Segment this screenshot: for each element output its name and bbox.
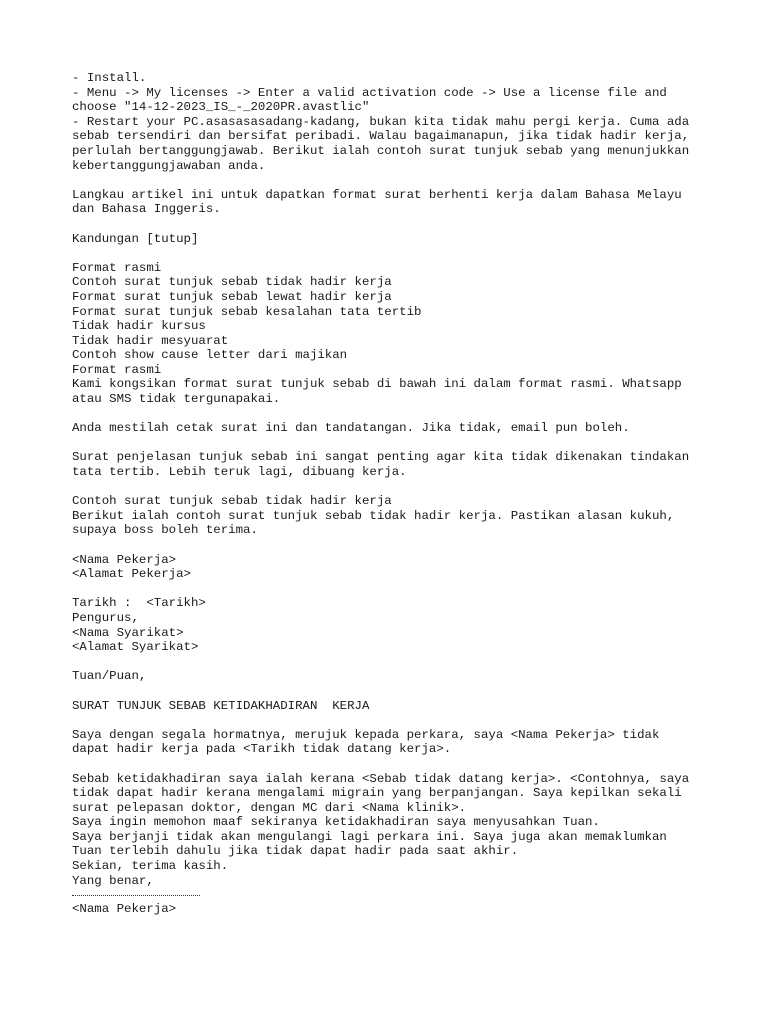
text-line: Format rasmi (72, 260, 162, 275)
blank-line (72, 655, 712, 670)
text-line: Contoh surat tunjuk sebab tidak hadir kerja (72, 275, 392, 290)
text-line: choose "14-12-2023_IS_-_2020PR.avastlic" (72, 100, 370, 115)
text-line: Kami kongsikan format surat tunjuk sebab di bawah ini dalam format rasmi. Whatsapp (72, 377, 682, 392)
text-line: Berikut ialah contoh surat tunjuk sebab tidak hadir kerja. Pastikan alasan kukuh, (72, 508, 675, 523)
text-line: Tidak hadir kursus (72, 319, 206, 334)
text-line: sebab tersendiri dan bersifat peribadi. Walau bagaimanapun, jika tidak hadir kerja, (72, 129, 690, 144)
text-line: Format rasmi (72, 362, 162, 377)
blank-line (72, 246, 712, 261)
text-line: tidak dapat hadir kerana mengalami migrain yang berpanjangan. Saya kepilkan sekali (72, 786, 682, 801)
text-line: Anda mestilah cetak surat ini dan tandatangan. Jika tidak, email pun boleh. (72, 421, 630, 436)
text-line: dan Bahasa Inggeris. (72, 202, 221, 217)
blank-line (72, 582, 712, 597)
text-line: SURAT TUNJUK SEBAB KETIDAKHADIRAN KERJA (72, 698, 370, 713)
text-line: Kandungan [tutup] (72, 231, 199, 246)
text-line: <Alamat Syarikat> (72, 640, 199, 655)
blank-line (72, 217, 712, 232)
blank-line (72, 436, 712, 451)
text-line: atau SMS tidak tergunapakai. (72, 392, 281, 407)
text-line: Saya dengan segala hormatnya, merujuk kepada perkara, saya <Nama Pekerja> tidak (72, 727, 660, 742)
text-line: <Nama Pekerja> (72, 552, 177, 567)
blank-line (72, 407, 712, 422)
text-line: Saya ingin memohon maaf sekiranya ketidakhadiran saya menyusahkan Tuan. (72, 815, 600, 830)
text-line: Tidak hadir mesyuarat (72, 333, 229, 348)
text-line: <Nama Syarikat> (72, 625, 184, 640)
text-line: Yang benar, (72, 873, 154, 888)
text-line: Format surat tunjuk sebab kesalahan tata tertib (72, 304, 422, 319)
signature-name: <Nama Pekerja> (72, 902, 177, 917)
text-line: <Alamat Pekerja> (72, 567, 191, 582)
text-line: Sebab ketidakhadiran saya ialah kerana <Sebab tidak datang kerja>. <Contohnya, saya (72, 771, 690, 786)
text-line: Format surat tunjuk sebab lewat hadir kerja (72, 289, 392, 304)
blank-line (72, 173, 712, 188)
blank-line (72, 713, 712, 728)
text-line: - Restart your PC.asasasasadang-kadang, bukan kita tidak mahu pergi kerja. Cuma ada (72, 114, 690, 129)
blank-line (72, 684, 712, 699)
blank-line (72, 480, 712, 495)
document-body (72, 71, 712, 917)
text-line: supaya boss boleh terima. (72, 523, 258, 538)
text-line: Saya berjanji tidak akan mengulangi lagi perkara ini. Saya juga akan memaklumkan (72, 829, 667, 844)
blank-line (72, 757, 712, 772)
text-line: Langkau artikel ini untuk dapatkan format surat berhenti kerja dalam Bahasa Melayu (72, 187, 682, 202)
text-line: Sekian, terima kasih. (72, 859, 229, 874)
blank-line (72, 538, 712, 553)
text-line: tata tertib. Lebih teruk lagi, dibuang kerja. (72, 465, 407, 480)
text-line: Surat penjelasan tunjuk sebab ini sangat penting agar kita tidak dikenakan tindakan (72, 450, 690, 465)
text-line: kebertanggungjawaban anda. (72, 158, 266, 173)
text-line: dapat hadir kerja pada <Tarikh tidak datang kerja>. (72, 742, 452, 757)
signature-line (72, 895, 200, 896)
text-line: - Install. (72, 71, 147, 85)
text-line: Contoh show cause letter dari majikan (72, 348, 348, 363)
text-line: Tarikh : <Tarikh> (72, 596, 206, 611)
text-line: - Menu -> My licenses -> Enter a valid activation code -> Use a license file and (72, 85, 667, 100)
text-line: Tuan terlebih dahulu jika tidak dapat hadir pada saat akhir. (72, 844, 519, 859)
text-line: Pengurus, (72, 610, 139, 625)
text-line: Tuan/Puan, (72, 669, 147, 684)
text-line: perlulah bertanggungjawab. Berikut ialah contoh surat tunjuk sebab yang menunjukkan (72, 143, 690, 158)
text-line: Contoh surat tunjuk sebab tidak hadir kerja (72, 494, 392, 509)
text-line: surat pelepasan doktor, dengan MC dari <Nama klinik>. (72, 800, 467, 815)
